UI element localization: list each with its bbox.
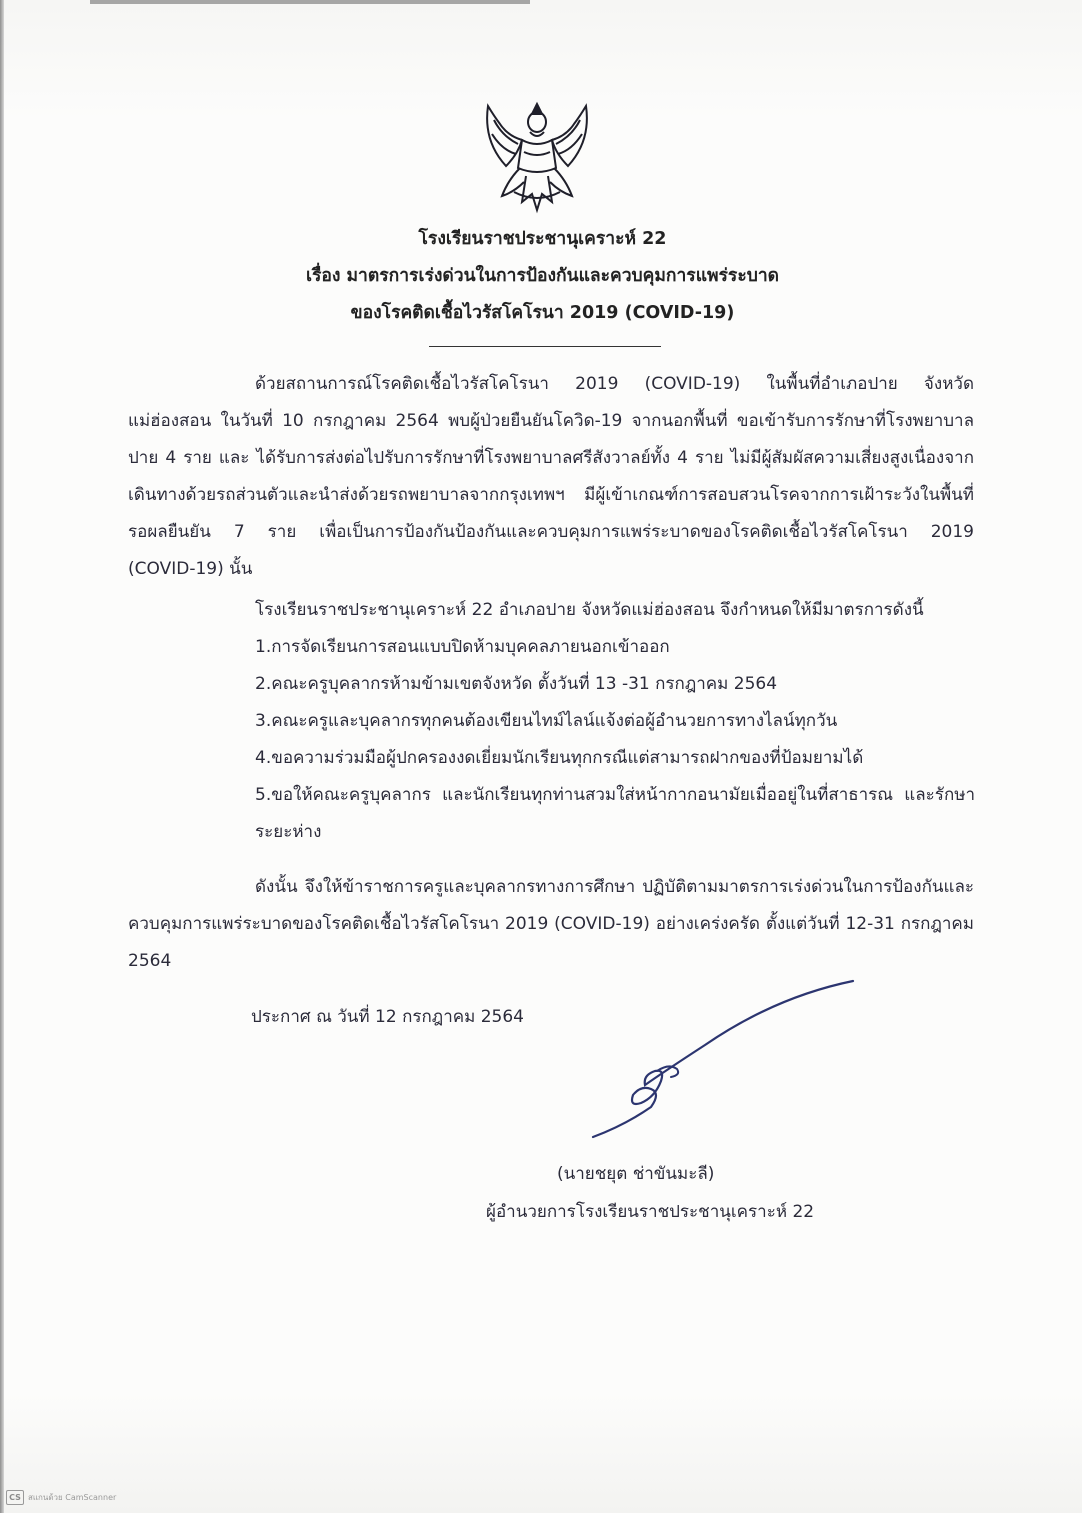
measure-item: 5.ขอให้คณะครูบุคลากร และนักเรียนทุกท่านสวมใส่หน้ากากอนามัยเมื่ออยู่ในที่สาธารณ และรักษาระยะห่าง <box>255 785 975 842</box>
measure-item: 3.คณะครูและบุคลากรทุกคนต้องเขียนไทม์ไลน์แจ้งต่อผู้อำนวยการทางไลน์ทุกวัน <box>255 711 838 731</box>
page-edge-shadow <box>0 0 4 1513</box>
measure-item: 4.ขอความร่วมมือผู้ปกครองงดเยี่ยมนักเรียนทุกกรณีแต่สามารถฝากของที่ป้อมยามได้ <box>255 748 864 768</box>
signatory-position: ผู้อำนวยการโรงเรียนราชประชานุเคราะห์ 22 <box>486 1202 815 1222</box>
measure-item: 1.การจัดเรียนการสอนแบบปิดห้ามบุคคลภายนอกเข้าออก <box>255 637 670 657</box>
watermark-text: สแกนด้วย CamScanner <box>28 1493 117 1502</box>
situation-paragraph: ด้วยสถานการณ์โรคติดเชื้อไวรัสโคโรนา 2019 (COVID-19) ในพื้นที่อำเภอปาย จังหวัดแม่ฮ่องสอน ในวันที่ 10 กรกฎาคม 2564 พบผู้ป่วยยืนยันโควิด-19 จากนอกพื้นที่ ขอเข้ารับการรักษาที่โรงพยาบาลปาย 4 ราย และ ได้รับการส่งต่อไปรับการรักษาที่โรงพยาบาลศรีสังวาลย์ทั้ง 4 ราย ไม่มีผู้สัมผัสความเสี่ยงสูงเนื่องจากเดินทางด้วยรถส่วนตัวและนำส่งด้วยรถพยาบาลจากกรุงเทพฯ มีผู้เข้าเกณฑ์การสอบสวนโรคจากการเฝ้าระวังในพื้นที่ รอผลยืนยัน 7 ราย เพื่อเป็นการป้องกันป้องกันและควบคุมการแพร่ระบาดของโรคติดเชื้อไวรัสโคโรนา 2019 (COVID-19) นั้น <box>128 374 974 579</box>
garuda-emblem-icon <box>478 96 596 216</box>
subject-line-continued: ของโรคติดเชื้อไวรัสโคโรนา 2019 (COVID-19) <box>350 303 735 323</box>
scanner-watermark <box>6 1490 116 1505</box>
measures-intro: โรงเรียนราชประชานุเคราะห์ 22 อำเภอปาย จังหวัดแม่ฮ่องสอน จึงกำหนดให้มีมาตรการดังนี้ <box>255 600 924 620</box>
conclusion-paragraph: ดังนั้น จึงให้ข้าราชการครูและบุคลากรทางการศึกษา ปฏิบัติตามมาตรการเร่งด่วนในการป้องกันและควบคุมการแพร่ระบาดของโรคติดเชื้อไวรัสโคโรนา 2019 (COVID-19) อย่างเคร่งครัด ตั้งแต่วันที่ 12-31 กรกฎาคม 2564 <box>128 877 974 971</box>
school-name: โรงเรียนราชประชานุเคราะห์ 22 <box>418 229 667 249</box>
measure-item: 2.คณะครูบุคลากรห้ามข้ามเขตจังหวัด ตั้งวันที่ 13 -31 กรกฎาคม 2564 <box>255 674 778 694</box>
camscanner-logo-icon: CS <box>6 1490 24 1505</box>
scan-edge-mark <box>90 0 530 4</box>
announcement-date: ประกาศ ณ วันที่ 12 กรกฎาคม 2564 <box>251 1007 524 1027</box>
title-divider <box>429 346 661 347</box>
handwritten-signature <box>585 975 865 1145</box>
signatory-name: (นายชยุต ช่าขันมะลี) <box>557 1164 715 1184</box>
subject-line: เรื่อง มาตรการเร่งด่วนในการป้องกันและควบคุมการแพร่ระบาด <box>305 266 780 286</box>
